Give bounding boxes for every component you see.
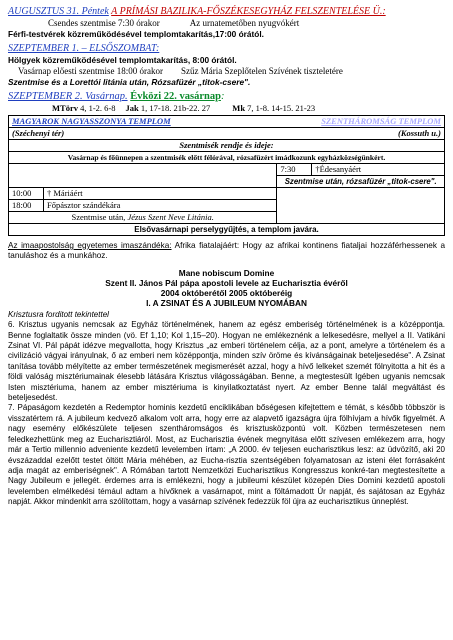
letter-chapter: I. A ZSINAT ÉS A JUBILEUM NYOMÁBAN (146, 297, 307, 308)
aug31-vespers: Az urnatemetőben nyugvókért (189, 18, 300, 28)
reading2-ref: 1, 17-18. 21b-22. 27 (140, 103, 211, 113)
table-row (9, 128, 445, 140)
reading3-label: Mk (232, 103, 246, 113)
row5-text: Szentmise után, Jézus Szent Neve Litánia. (9, 212, 277, 224)
letter-paragraph-7: 7. Pápaságom kezdetén a Redemptor hominis kezdetű enciklikában bőségesen kifejtettem e témát, s később többször is visszatértem rá. A jubileum kedvező alkalom volt arra, hogy erre az alapvető igazságra újra fölhívjam a hívők figyelmét. A nagy esemény előkészülete teljesen szentháromságos és krisztusközpontú volt. Közben természetesen nem feledkezhettünk meg az Eucharisztiáról. Most, az Eucharisztia évének megnyitása előtt szívesen emlékezem arra, hogy már a Tertio millennio adveniente kezdetű levelemben írtam: „A 2000. év teljesen eucharisztikus lesz: az üdvözítő, aki 20 évszázaddal ezelőtt testet öltött Mária méhében, az Eucha-risztia szentségében folyamatosan az isteni élet forrásaként adja magát az emberiségnek". A Rómában tartott Nemzetközi Eucharisztikus Kongresszus konkré-tan megtestesítette a Nagy Jubileum e jellegét. érdemes arra is emlékezni, hogy a jubileumi készület közepén Dies Domini kezdetű apostoli levelemben elmélkedési témául adtam a hívőknek a vasárnapot, mint a föltámadott Úr napját, és sajátosan az Egyház napját. Akkor mindenkit arra szólítottam, hogy a vasárnap szívének fedezzük föl újra az eucharisztikus ünneplést. (8, 403, 445, 507)
sep2-header: SZEPTEMBER 2. Vasárnap. Évközi 22. vasárnap: (8, 91, 225, 102)
letter-section (8, 268, 445, 508)
sep1-honor: Szűz Mária Szeplőtelen Szívének tiszteletére (180, 66, 343, 76)
sep1-after: Szentmise és a Lorettói litánia után, Rózsafüzér „titok-csere". (8, 77, 251, 87)
table-row (9, 224, 445, 236)
row2-text: Szentmise után, rózsafüzér „titok-csere". (277, 176, 445, 188)
aug31-event: A PRÍMÁSI BAZILIKA-FŐSZÉKESEGYHÁZ FELSZENTELÉSE Ü.: (111, 6, 386, 17)
row1-time: 7:30 (277, 164, 312, 176)
reading1-ref: 4, 1-2. 6-8 (80, 103, 116, 113)
aug31-mass: Csendes szentmise 7:30 órakor (48, 18, 160, 28)
prayer-intention (8, 241, 445, 262)
row4-time: 18:00 (9, 200, 44, 212)
church-left: MAGYAROK NAGYASSZONYA TEMPLOM (9, 116, 277, 128)
table-row (9, 176, 445, 188)
mass-schedule-table (8, 115, 445, 236)
row1-intention: †Édesanyáért (312, 164, 445, 176)
prayer-lead: Az imaapostolság egyetemes imaszándéka: (8, 241, 172, 250)
reading3-ref: 7, 1-8. 14-15. 21-23 (247, 103, 316, 113)
sep2-date: SZEPTEMBER 2. Vasárnap. (8, 91, 128, 102)
sep1-vigil-line (8, 66, 445, 77)
table-row (9, 200, 445, 212)
table-row (9, 188, 445, 200)
sep1-vigil-label: Vasárnap előesti szentmise (18, 66, 115, 76)
church-right: SZENTHÁROMSÁG TEMPLOM (277, 116, 445, 128)
table-footer: Elsővasárnapi perselygyűjtés, a templom javára. (9, 224, 445, 236)
letter-translator: Krisztusra forditott tekintettel (8, 309, 109, 319)
row3-intention: † Máriáért (44, 188, 277, 200)
square-right: (Kossuth u.) (277, 128, 445, 140)
table-row (9, 164, 445, 176)
aug31-header (8, 6, 445, 18)
reading2-label: Jak (125, 103, 139, 113)
schedule-order: Szentmisék rendje és ideje: (9, 140, 445, 152)
aug31-mass-line (8, 18, 445, 29)
letter-paragraph-6: 6. Krisztus ugyanis nemcsak az Egyház történelmének, hanem az egész emberiség történelmének is a középpontja. Benne foglaltatik össze minden (vö. Ef 1,10; Kol 1,15–20). Hogyan ne emlékeznénk a lelkesedésre, mellyel a II. Vatikáni Zsinat VI. Pál pápát idézve megvallotta, hogy Krisztus „az emberi történelem célja, az a pont, amelyre a történelem és a civilizáció vágyai irányulnak, ő az emberi nem középpontja, minden szív öröme és kívánságainak beteljesedése". A Zsinat tanítása tovább mélyítette az ember természetének megismerését azzal, hogy a hívő lelkeket szemét fölnyitotta a hit és a földi valóság misztériumainak élesebb látására Krisztus világosságában. Benne, a megtestesült Igében ugyanis nemcsak Isten misztériuma, hanem az ember misztériuma is kinyilatkoztatást nyert. Az ember Benne talál megváltást és beteljesedést. (8, 320, 445, 403)
sep2-readings (8, 103, 445, 114)
reading1-label: MTörv (52, 103, 78, 113)
schedule-note: Vasárnap és főünnepen a szentmisék előtt félórával, rózsafüzért imádkozunk egyházközségünkért. (9, 152, 445, 164)
sep1-date: SZEPTEMBER 1. – ELSŐSZOMBAT: (8, 43, 160, 54)
table-row (9, 116, 445, 128)
letter-subtitle: Szent II. János Pál pápa apostoli levele az Eucharisztia évéről (105, 277, 348, 288)
table-row (9, 212, 445, 224)
aug31-date: AUGUSZTUS 31. Péntek (8, 6, 109, 17)
prayer-text: Afrika fiatalajáért: Hogy az afrikai kontinens fiataljai hozzáférhessenek a tanuláshoz és a munkához. (8, 241, 446, 261)
letter-period: 2004 októberétől 2005 októberéig (160, 287, 293, 298)
table-row (9, 152, 445, 164)
letter-title: Mane nobiscum Domine (178, 267, 275, 278)
square-left: (Széchenyi tér) (9, 128, 277, 140)
row4-intention: Főpásztor szándékára (44, 200, 277, 212)
sep2-week: Évközi 22. vasárnap (130, 91, 221, 102)
sep1-cleaning: Hölgyek közreműködésével templomtakarítás, 8:00 órától. (8, 55, 237, 65)
table-row (9, 140, 445, 152)
sep1-vigil-time: 18:00 órakor (116, 66, 163, 76)
aug31-cleaning: Férfi-testvérek közreműködésével templomtakarítás,17:00 órától. (8, 29, 264, 39)
row3-time: 10:00 (9, 188, 44, 200)
